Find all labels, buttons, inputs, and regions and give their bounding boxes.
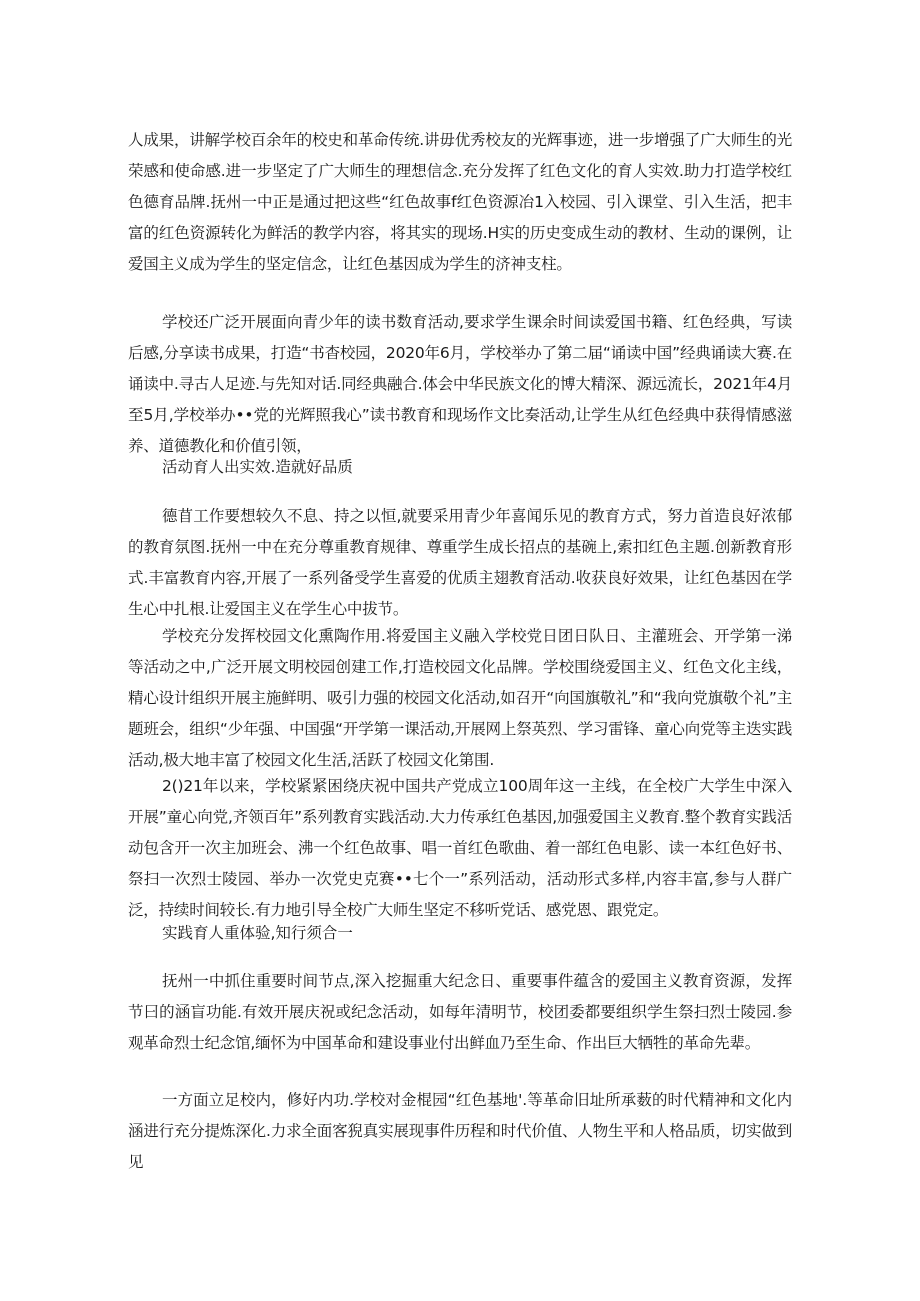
paragraph-campus-culture: 学校充分发挥校园文化熏陶作用.将爱国主义融入学校党日团日队日、主灌班会、开学第一涕等活动之中,广泛开展文明校园创建工作,打造校园文化品牌。学校围绕爱国主义、红色文化主线，精心设计组织开展主施鲜明、吸引力强的校园文化活动,如召开“向国旗敬礼”和“我向党旗敬个礼”主题班会，组织“少年强、中国强“开学第一课活动,开展网上祭英烈、学习雷锋、童心向党等主迭实践活动,极大地丰富了校园文化生活,活跃了校园文化第围. — [128, 627, 792, 769]
paragraph-centenary-activities: 2()21年以来，学校紧紧困绕庆祝中国共产党成立100周年这一主线，在全校广大学生中深入开展”童心向党,齐领百年”系列教育实践活动.大力传承红色基因,加强爱国主义教育.整个教育实践活动包含开一次主加班会、沸一个红色故事、唱一首红色歌曲、着一部红色电影、读一本红色好书、祭扫一次烈士陵园、举办一次党史克赛••七个一”系列活动，活动形式多样,内容丰富,参与人群广泛，持续时间较长.有力地引导全校广大师生坚定不移听党话、感党恩、跟党定。 — [128, 777, 792, 919]
section-heading-activity-education: 活动育人出实效.造就好品质 — [162, 458, 353, 476]
section-heading-practice-education: 实践育人重体验,知行须合一 — [162, 924, 353, 942]
paragraph-moral-education: 德苜工作要想较久不息、持之以恒,就要采用青少年喜闻乐见的教育方式，努力首造良好浓郁的教育氛图.抚州一中在充分尊重教育规律、尊重学生成长招点的基碗上,索扣红色主题.创新教育形式.丰富教育内容,开展了一系列备受学生喜爱的优质主翅教育活动.收获良好效果，让红色基因在学生心中扎根.让爱国主义在学生心中拔节。 — [128, 507, 792, 618]
paragraph-reading-activities: 学校还广泛开展面向青少年的读书数育活动,要求学生课余时间读爱国书籍、红色经典，写读后感,分享读书成果，打造“书杳校园，2020年6月，学校举办了第二届“诵读中国”经典诵读大赛.在诵读中.寻古人足迹.与先知对话.同经典融合.体会中华民族文化的博大精深、源远流长，2021年4月至5月,学校举办••党的光辉照我心”读书教育和现场作文比奏活动,让学生从红色经典中获得情感滋养、道德教化和价值引领， — [128, 313, 792, 455]
paragraph-memorial-days: 抚州一中抓住重要时间节点,深入挖掘重大纪念日、重要事件蕴含的爱国主义教育资源，发挥节曰的涵盲功能.有效开展庆祝或纪念活动，如每年清明节，校团委都要组织学生祭扫烈士陵园.参观革命烈士纪念馆,缅怀为中国革命和建设事业付出鲜血乃至生命、作出巨大牺牲的革命先辈。 — [128, 972, 792, 1052]
paragraph-school-history: 人成果，讲解学校百余年的校史和革命传统.讲毋优秀校友的光辉事迹，进一步增强了广大师生的光荣感和使命感.进一步坚定了广大师生的理想信念.充分发挥了红色文化的育人实效.助力打造学校红色德育品牌.抚州一中正是通过把这些“红色故事f红色资源冶1入校园、引入课堂、引入生活，把丰富的红色资源转化为鲜活的教学内容，将其实的现场.H实的历史变成生动的教材、生动的课例，让爱国主义成为学生的坚定信念，让红色基因成为学生的济神支柱。 — [128, 131, 792, 273]
paragraph-red-base: 一方面立足校内，修好内功.学校对金棍园“红色基地'.等革命旧址所承薮的时代精神和文化内涵进行充分提炼深化.力求全面客猊真实展现事件历程和时代价值、人物生平和人格品质，切实做到见 — [128, 1091, 792, 1171]
